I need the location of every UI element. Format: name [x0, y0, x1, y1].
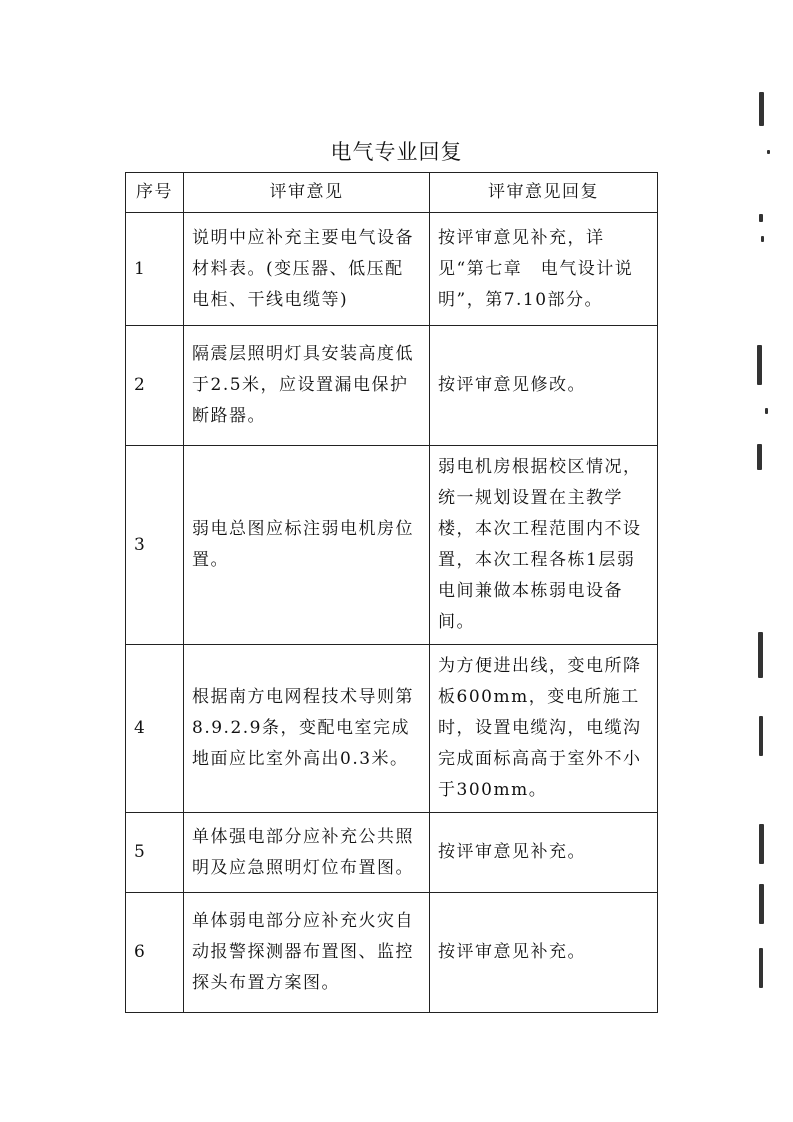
row-opinion: 说明中应补充主要电气设备材料表。(变压器、低压配电柜、干线电缆等): [184, 213, 430, 326]
row-opinion: 单体弱电部分应补充火灾自动报警探测器布置图、监控探头布置方案图。: [184, 893, 430, 1013]
header-opinion: 评审意见: [184, 173, 430, 213]
scan-mark: [757, 444, 762, 470]
row-number: 5: [126, 813, 184, 893]
scan-mark: [759, 948, 763, 988]
scan-edge-marks: [745, 0, 793, 1122]
row-reply: 按评审意见修改。: [430, 326, 658, 446]
row-opinion: 隔震层照明灯具安装高度低于2.5米，应设置漏电保护断路器。: [184, 326, 430, 446]
table-row: [126, 893, 658, 1013]
table-row: [126, 326, 658, 446]
scan-mark: [767, 150, 770, 154]
scan-mark: [757, 345, 762, 385]
scan-mark: [765, 408, 768, 414]
row-reply: 按评审意见补充，详见“第七章 电气设计说明”，第7.10部分。: [430, 213, 658, 326]
row-opinion: 根据南方电网程技术导则第8.9.2.9条，变配电室完成地面应比室外高出0.3米。: [184, 645, 430, 813]
table-row: [126, 645, 658, 813]
scan-mark: [759, 92, 764, 126]
row-number: 6: [126, 893, 184, 1013]
scan-mark: [758, 632, 763, 678]
row-number: 4: [126, 645, 184, 813]
header-reply: 评审意见回复: [430, 173, 658, 213]
row-number: 2: [126, 326, 184, 446]
table-row: [126, 213, 658, 326]
scan-mark: [759, 214, 763, 222]
page-title: 电气专业回复: [330, 140, 463, 164]
row-number: 3: [126, 446, 184, 645]
row-opinion: 弱电总图应标注弱电机房位置。: [184, 446, 430, 645]
scan-mark: [759, 716, 763, 756]
table-header-row: [126, 173, 658, 213]
table-row: [126, 813, 658, 893]
row-reply: 为方便进出线，变电所降板600mm，变电所施工时，设置电缆沟，电缆沟完成面标高高于室外不小于300mm。: [430, 645, 658, 813]
scan-mark: [759, 884, 764, 924]
review-table: [125, 172, 658, 1013]
header-number: 序号: [126, 173, 184, 213]
row-reply: 弱电机房根据校区情况，统一规划设置在主教学楼，本次工程范围内不设置，本次工程各栋1层弱电间兼做本栋弱电设备间。: [430, 446, 658, 645]
row-reply: 按评审意见补充。: [430, 893, 658, 1013]
row-opinion: 单体强电部分应补充公共照明及应急照明灯位布置图。: [184, 813, 430, 893]
table-row: [126, 446, 658, 645]
row-number: 1: [126, 213, 184, 326]
scan-mark: [761, 236, 764, 242]
row-reply: 按评审意见补充。: [430, 813, 658, 893]
scan-mark: [759, 824, 764, 864]
